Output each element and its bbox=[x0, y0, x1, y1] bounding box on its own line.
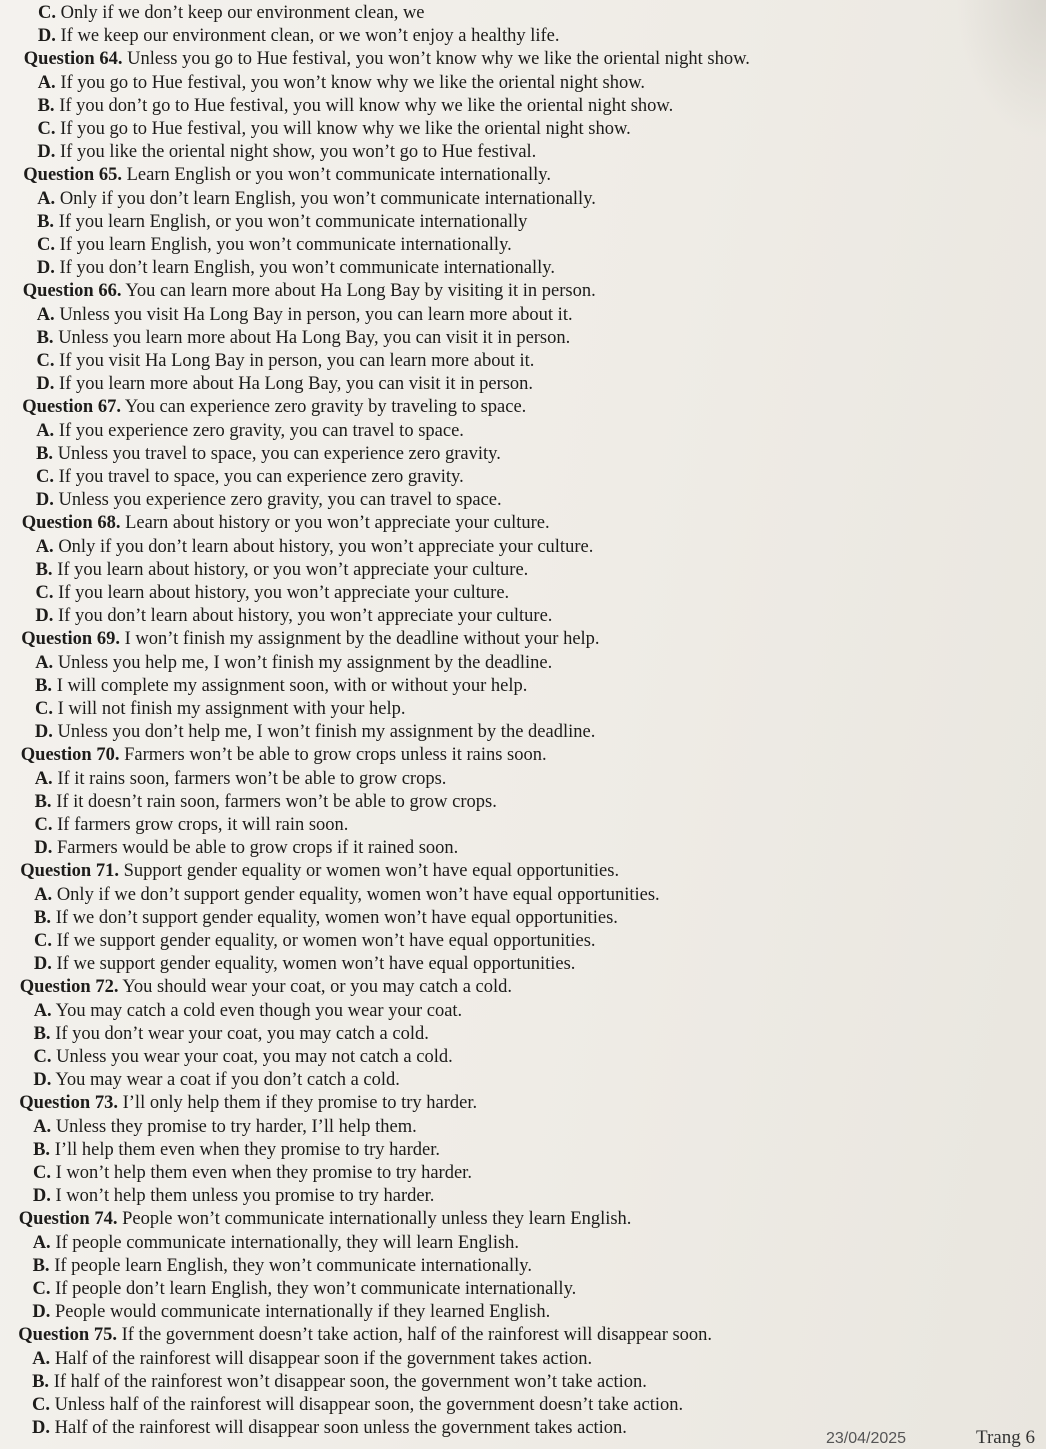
option-letter: A. bbox=[35, 652, 54, 673]
option-text: People would communicate internationally if they learned English. bbox=[50, 1302, 551, 1323]
option-letter: A. bbox=[33, 1116, 52, 1137]
option-letter: C. bbox=[33, 1163, 51, 1183]
option-letter: C. bbox=[32, 1395, 50, 1415]
option-letter: B. bbox=[36, 327, 54, 348]
option-text: If you don’t learn English, you won’t communicate internationally. bbox=[54, 258, 555, 279]
option-text: Unless you wear your coat, you may not catch a cold. bbox=[51, 1047, 453, 1067]
option-letter: B. bbox=[32, 1371, 50, 1392]
answer-option bbox=[22, 489, 502, 512]
answer-option bbox=[23, 327, 571, 350]
option-text: Only if you don’t learn about history, you won’t appreciate your culture. bbox=[53, 536, 594, 557]
question-number: Question 64. bbox=[23, 49, 123, 70]
option-text: Only if we don’t support gender equality, women won’t have equal opportunities. bbox=[52, 884, 660, 905]
answer-option bbox=[22, 582, 510, 605]
option-letter: A. bbox=[34, 884, 53, 905]
question-text: I won’t finish my assignment by the deadline without your help. bbox=[119, 629, 600, 650]
option-letter: C. bbox=[36, 351, 55, 371]
question-stem bbox=[22, 512, 550, 535]
answer-option bbox=[21, 768, 447, 791]
answer-option bbox=[19, 1139, 440, 1162]
option-text: If we keep our environment clean, or we won’t enjoy a healthy life. bbox=[55, 26, 560, 47]
option-text: If people don’t learn English, they won’t communicate internationally. bbox=[50, 1279, 577, 1299]
answer-option bbox=[18, 1371, 647, 1394]
question-number: Question 72. bbox=[19, 977, 119, 998]
answer-option bbox=[19, 1116, 417, 1139]
option-text: If you learn about history, or you won’t appreciate your culture. bbox=[52, 559, 529, 580]
answer-option bbox=[24, 2, 425, 25]
option-letter: C. bbox=[35, 699, 53, 719]
option-text: I won’t help them unless you promise to try harder. bbox=[50, 1186, 435, 1207]
answer-option bbox=[20, 1023, 429, 1046]
option-text: If people communicate internationally, they will learn English. bbox=[50, 1232, 520, 1253]
option-text: I won’t help them even when they promise to try harder. bbox=[51, 1163, 472, 1183]
option-text: If farmers grow crops, it will rain soon. bbox=[52, 815, 349, 835]
option-text: Farmers would be able to grow crops if it rained soon. bbox=[52, 838, 459, 859]
answer-option bbox=[24, 118, 631, 141]
option-letter: C. bbox=[38, 3, 56, 23]
answer-option bbox=[23, 234, 512, 257]
option-letter: B. bbox=[33, 1023, 51, 1044]
answer-option bbox=[21, 814, 349, 837]
option-letter: C. bbox=[35, 583, 54, 603]
option-text: I will not finish my assignment with your help. bbox=[53, 699, 406, 719]
option-text: You may catch a cold even though you wear your coat. bbox=[51, 1000, 463, 1021]
footer-date: 23/04/2025 bbox=[826, 1430, 907, 1447]
question-number: Question 66. bbox=[22, 281, 122, 302]
option-letter: B. bbox=[34, 907, 52, 928]
option-text: If you like the oriental night show, you won’t go to Hue festival. bbox=[55, 142, 537, 163]
option-letter: D. bbox=[35, 490, 54, 511]
answer-option bbox=[18, 1394, 683, 1417]
answer-option bbox=[20, 884, 659, 907]
option-letter: B. bbox=[34, 791, 52, 812]
option-text: Unless you visit Ha Long Bay in person, you can learn more about it. bbox=[54, 304, 573, 325]
answer-option bbox=[22, 373, 533, 396]
footer-page-number: Trang 6 bbox=[976, 1427, 1035, 1448]
answer-option bbox=[19, 1069, 400, 1092]
option-text: Unless half of the rainforest will disappear soon, the government doesn’t take action. bbox=[50, 1395, 684, 1415]
option-letter: D. bbox=[37, 26, 56, 47]
option-text: I will complete my assignment soon, with or without your help. bbox=[52, 675, 528, 696]
option-letter: A. bbox=[37, 72, 56, 93]
option-text: If we support gender equality, women won’t have equal opportunities. bbox=[51, 954, 576, 975]
option-letter: D. bbox=[32, 1418, 50, 1439]
question-stem bbox=[20, 976, 512, 999]
question-text: You should wear your coat, or you may catch a cold. bbox=[118, 977, 513, 998]
option-letter: C. bbox=[36, 467, 54, 487]
option-letter: D. bbox=[32, 1186, 51, 1207]
option-text: Unless they promise to try harder, I’ll help them. bbox=[51, 1116, 417, 1137]
question-stem bbox=[21, 628, 599, 651]
option-letter: D. bbox=[33, 954, 52, 975]
answer-option bbox=[24, 72, 645, 95]
option-text: If you don’t wear your coat, you may catch a cold. bbox=[50, 1023, 429, 1044]
option-letter: C. bbox=[33, 1047, 52, 1067]
answer-option bbox=[23, 188, 596, 211]
question-number: Question 68. bbox=[21, 513, 121, 534]
question-text: People won’t communicate internationally unless they learn English. bbox=[117, 1209, 632, 1230]
answer-option bbox=[23, 211, 527, 234]
question-stem bbox=[23, 164, 551, 187]
question-number: Question 65. bbox=[23, 165, 122, 186]
option-letter: C. bbox=[34, 815, 53, 835]
answer-option bbox=[21, 675, 527, 698]
option-letter: A. bbox=[36, 304, 55, 325]
option-text: Unless you learn more about Ha Long Bay, you can visit it in person. bbox=[53, 327, 571, 348]
option-text: If you don’t learn about history, you won’t appreciate your culture. bbox=[53, 606, 553, 627]
question-number: Question 71. bbox=[20, 861, 119, 882]
question-stem bbox=[21, 744, 547, 767]
answer-option bbox=[21, 721, 595, 744]
answer-option bbox=[19, 1278, 577, 1301]
answer-option bbox=[21, 652, 552, 675]
answer-option bbox=[20, 1000, 463, 1023]
option-letter: A. bbox=[33, 1000, 52, 1021]
option-letter: C. bbox=[34, 931, 52, 951]
answer-option bbox=[21, 791, 497, 814]
option-text: Only if we don’t keep our environment clean, we bbox=[56, 3, 425, 23]
answer-option bbox=[19, 1185, 434, 1208]
option-letter: C. bbox=[32, 1279, 51, 1299]
option-text: Unless you don’t help me, I won’t finish my assignment by the deadline. bbox=[52, 722, 596, 743]
option-text: If you experience zero gravity, you can travel to space. bbox=[54, 420, 464, 441]
question-text: Learn about history or you won’t appreciate your culture. bbox=[120, 513, 550, 534]
option-letter: B. bbox=[37, 95, 55, 116]
option-text: If you learn more about Ha Long Bay, you can visit it in person. bbox=[54, 374, 534, 395]
question-number: Question 75. bbox=[18, 1325, 117, 1346]
question-text: Learn English or you won’t communicate internationally. bbox=[121, 165, 551, 186]
answer-option bbox=[19, 1162, 472, 1185]
answer-option bbox=[20, 837, 458, 860]
question-text: If the government doesn’t take action, half of the rainforest will disappear soon. bbox=[116, 1325, 713, 1346]
question-number: Question 70. bbox=[20, 745, 120, 766]
answer-option bbox=[23, 257, 555, 280]
option-letter: A. bbox=[34, 768, 53, 789]
question-text: Farmers won’t be able to grow crops unless it rains soon. bbox=[119, 745, 547, 766]
question-stem bbox=[24, 48, 750, 71]
option-text: If we don’t support gender equality, women won’t have equal opportunities. bbox=[51, 907, 618, 928]
question-stem bbox=[20, 860, 619, 883]
option-letter: D. bbox=[34, 838, 53, 859]
option-text: If you go to Hue festival, you will know why we like the oriental night show. bbox=[55, 119, 631, 139]
option-text: Unless you travel to space, you can experience zero gravity. bbox=[53, 443, 501, 464]
answer-option bbox=[22, 466, 464, 489]
option-letter: D. bbox=[32, 1302, 51, 1323]
option-text: If it doesn’t rain soon, farmers won’t be able to grow crops. bbox=[51, 791, 497, 812]
answer-option bbox=[20, 907, 618, 930]
option-letter: D. bbox=[36, 374, 55, 395]
question-number: Question 74. bbox=[18, 1209, 118, 1230]
option-letter: D. bbox=[34, 722, 53, 743]
option-text: If you travel to space, you can experience zero gravity. bbox=[54, 467, 464, 487]
answer-option bbox=[21, 698, 406, 721]
answer-option bbox=[18, 1301, 550, 1324]
answer-option bbox=[20, 930, 596, 953]
answer-option bbox=[22, 420, 464, 443]
page-corner-shadow bbox=[956, 0, 1046, 140]
answer-option bbox=[19, 1232, 519, 1255]
answer-option bbox=[19, 1255, 532, 1278]
option-letter: B. bbox=[36, 443, 54, 464]
option-text: Only if you don’t learn English, you won’t communicate internationally. bbox=[55, 188, 596, 209]
answer-option bbox=[23, 141, 536, 164]
answer-option bbox=[24, 95, 674, 118]
question-stem bbox=[19, 1092, 477, 1115]
question-text: You can learn more about Ha Long Bay by visiting it in person. bbox=[121, 281, 596, 302]
option-text: I’ll help them even when they promise to try harder. bbox=[50, 1139, 440, 1160]
option-letter: A. bbox=[32, 1232, 51, 1253]
answer-option bbox=[20, 953, 576, 976]
option-letter: D. bbox=[33, 1070, 52, 1091]
option-letter: D. bbox=[35, 606, 54, 627]
option-letter: B. bbox=[35, 675, 53, 696]
option-letter: D. bbox=[36, 258, 55, 279]
answer-option bbox=[22, 559, 529, 582]
question-text: I’ll only help them if they promise to try harder. bbox=[117, 1093, 478, 1114]
question-stem bbox=[22, 396, 526, 419]
answer-option bbox=[23, 350, 535, 373]
answer-option bbox=[20, 1046, 453, 1069]
option-text: If people learn English, they won’t communicate internationally. bbox=[49, 1255, 532, 1276]
answer-option bbox=[18, 1348, 592, 1371]
option-text: If you go to Hue festival, you won’t know why we like the oriental night show. bbox=[55, 72, 646, 93]
question-text: Support gender equality or women won’t have equal opportunities. bbox=[118, 861, 620, 882]
option-text: If you learn English, you won’t communicate internationally. bbox=[55, 235, 512, 255]
option-text: Unless you help me, I won’t finish my assignment by the deadline. bbox=[53, 652, 553, 673]
option-text: If you visit Ha Long Bay in person, you can learn more about it. bbox=[54, 351, 535, 371]
option-letter: D. bbox=[37, 142, 56, 163]
option-text: If it rains soon, farmers won’t be able to grow crops. bbox=[52, 768, 447, 789]
option-letter: B. bbox=[35, 559, 53, 580]
option-text: Unless you experience zero gravity, you can travel to space. bbox=[53, 490, 502, 511]
option-letter: C. bbox=[37, 119, 56, 139]
question-number: Question 73. bbox=[19, 1093, 118, 1114]
option-text: You may wear a coat if you don’t catch a cold. bbox=[51, 1070, 400, 1091]
option-letter: A. bbox=[35, 536, 54, 557]
question-stem bbox=[19, 1208, 632, 1231]
option-text: If we support gender equality, or women won’t have equal opportunities. bbox=[52, 931, 596, 951]
question-stem bbox=[18, 1324, 712, 1347]
answer-option bbox=[23, 304, 573, 327]
option-text: If half of the rainforest won’t disappear soon, the government won’t take action. bbox=[49, 1371, 647, 1392]
option-letter: B. bbox=[37, 211, 55, 232]
option-text: Half of the rainforest will disappear soon if the government takes action. bbox=[50, 1348, 593, 1369]
option-letter: C. bbox=[37, 235, 55, 255]
answer-option bbox=[22, 536, 594, 559]
option-letter: A. bbox=[32, 1348, 51, 1369]
question-stem bbox=[23, 280, 596, 303]
option-text: Half of the rainforest will disappear soon unless the government takes action. bbox=[50, 1418, 627, 1439]
question-number: Question 67. bbox=[22, 397, 121, 418]
answer-option bbox=[21, 605, 552, 628]
question-text: Unless you go to Hue festival, you won’t know why we like the oriental night show. bbox=[122, 49, 750, 70]
question-number: Question 69. bbox=[21, 629, 120, 650]
option-text: If you don’t go to Hue festival, you will know why we like the oriental night show. bbox=[54, 95, 674, 116]
option-letter: A. bbox=[36, 420, 55, 441]
answer-option bbox=[24, 25, 560, 48]
option-letter: B. bbox=[32, 1255, 50, 1276]
option-letter: B. bbox=[33, 1139, 51, 1160]
option-letter: A. bbox=[37, 188, 56, 209]
question-text: You can experience zero gravity by traveling to space. bbox=[120, 397, 527, 418]
option-text: If you learn English, or you won’t communicate internationally bbox=[54, 211, 528, 232]
answer-option bbox=[22, 443, 501, 466]
option-text: If you learn about history, you won’t appreciate your culture. bbox=[53, 583, 510, 603]
answer-option bbox=[18, 1417, 627, 1440]
